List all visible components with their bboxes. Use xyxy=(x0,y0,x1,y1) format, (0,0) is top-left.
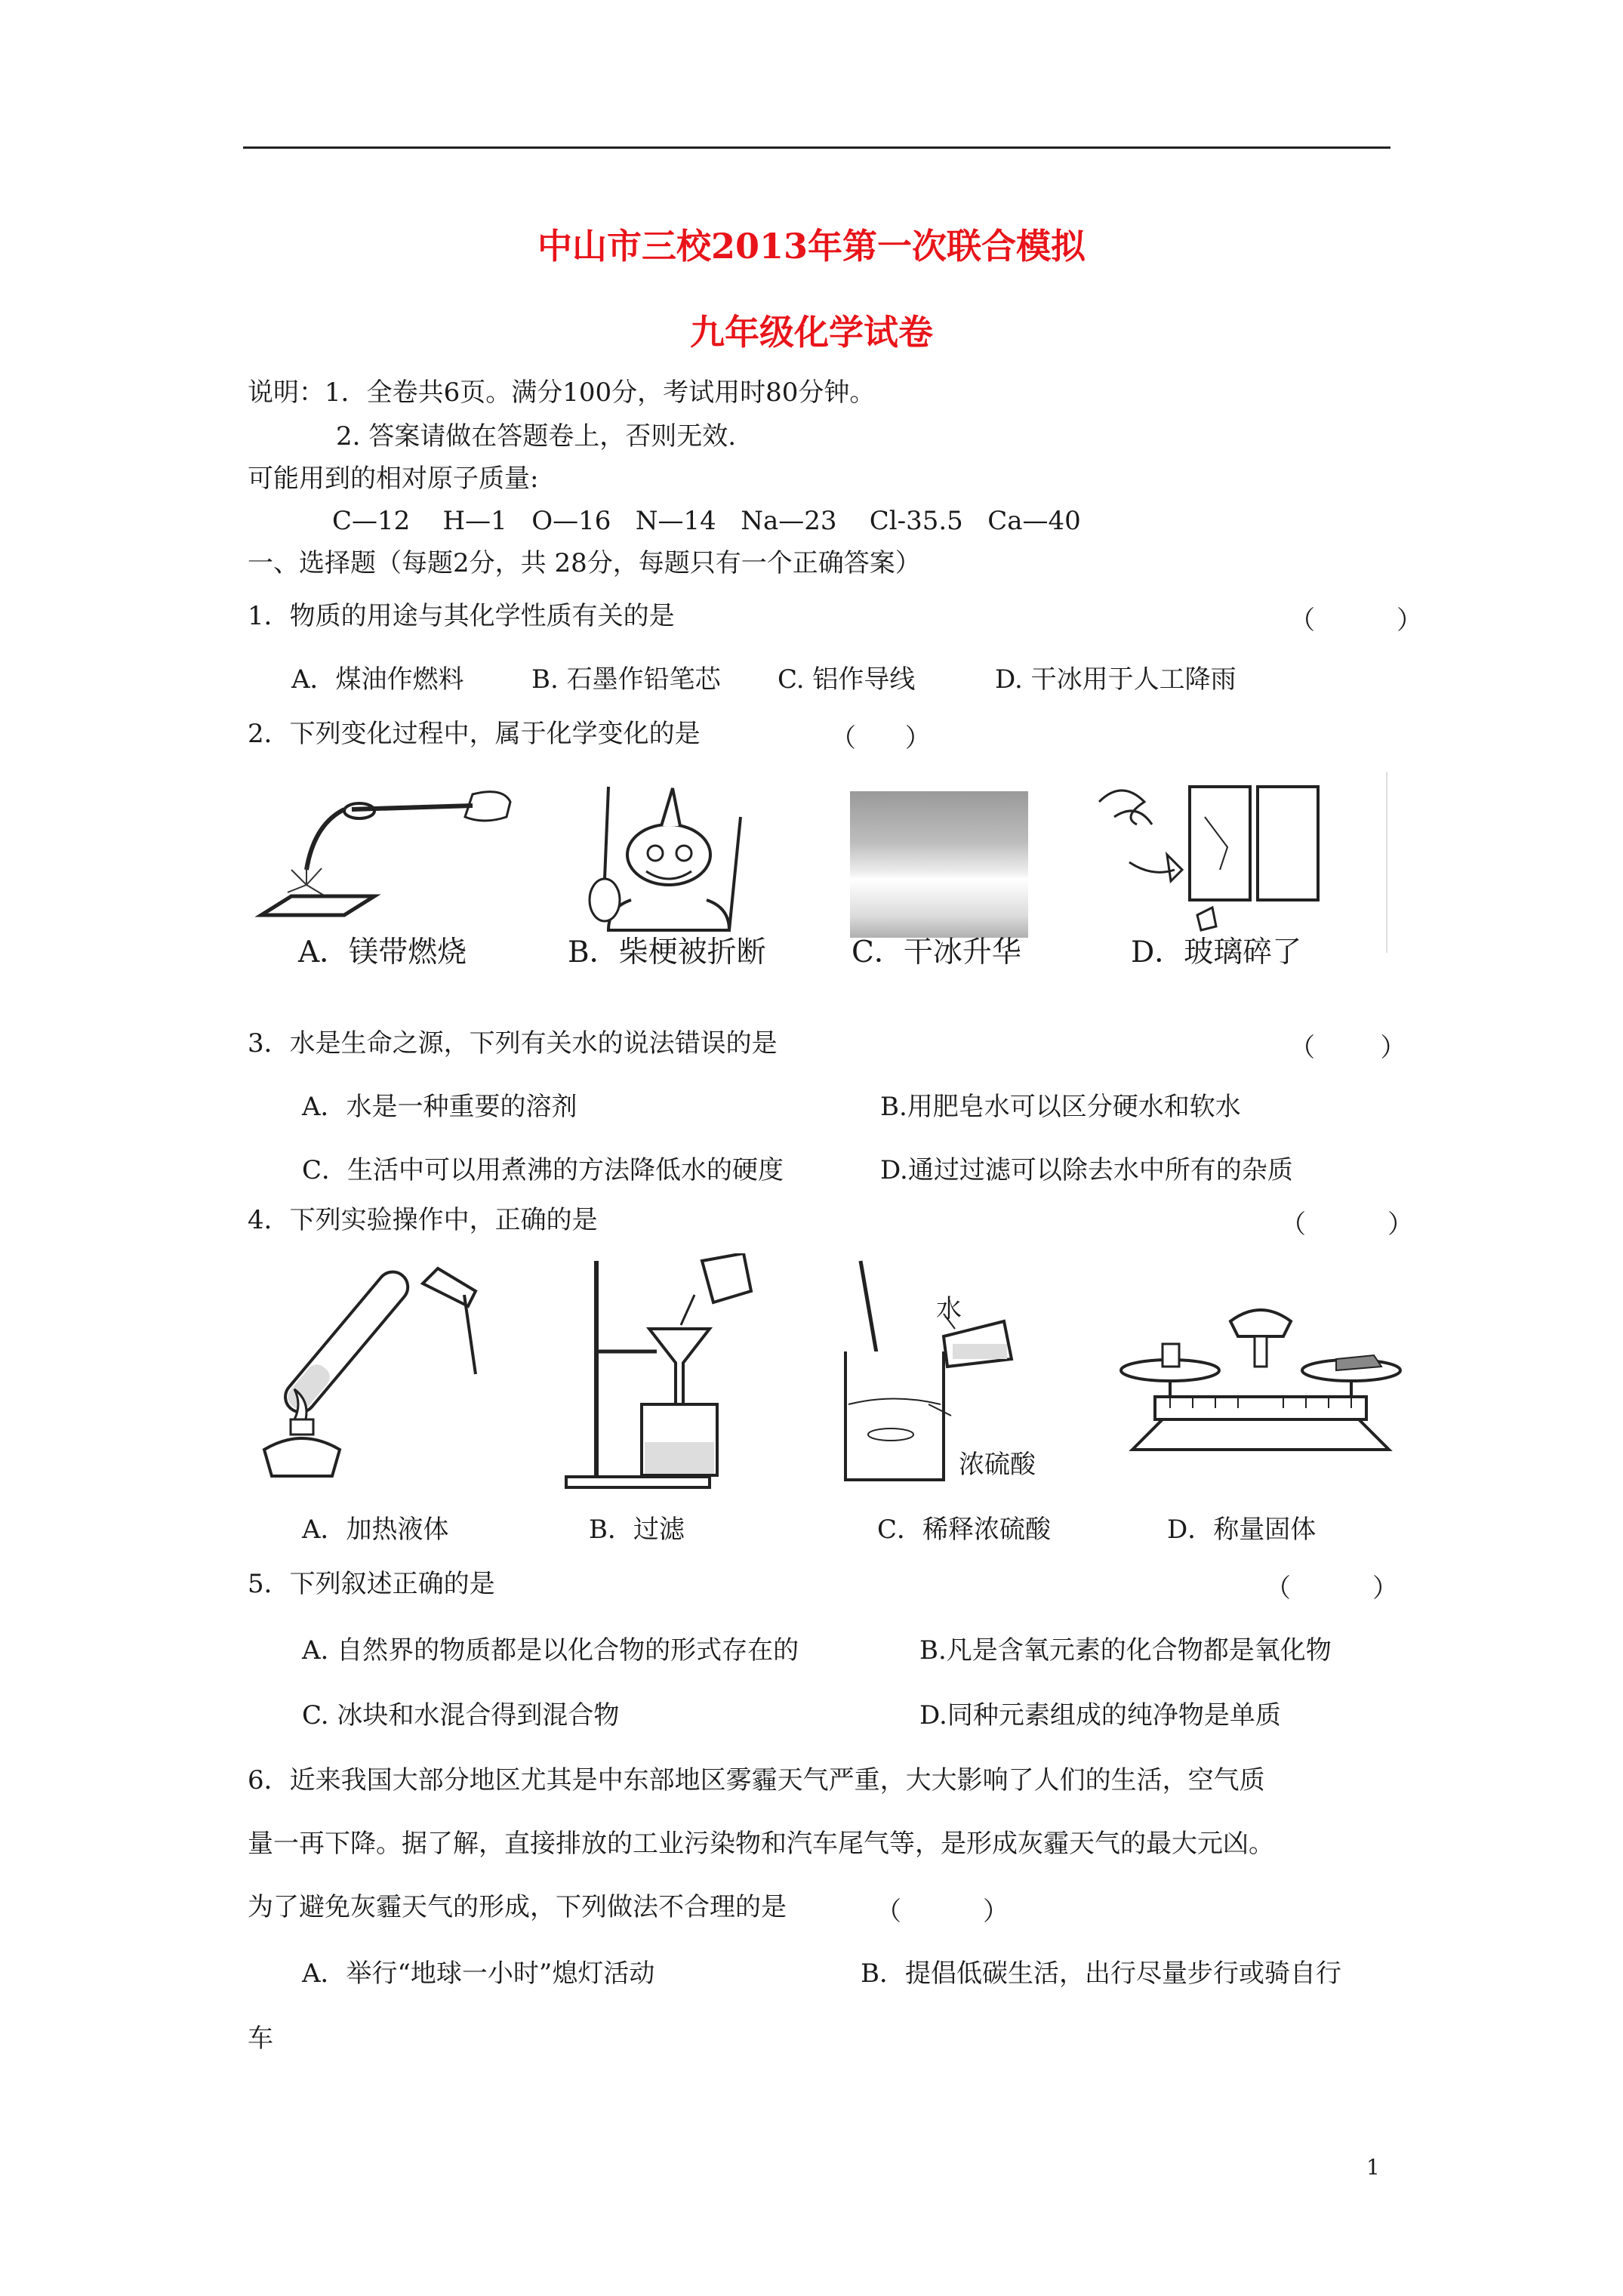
q3-option-c: C．生活中可以用煮沸的方法降低水的硬度 xyxy=(302,1155,784,1185)
exam-title: 中山市三校2013年第一次联合模拟 xyxy=(537,226,1086,267)
q6-stem-line-3: 为了避免灰霾天气的形成，下列做法不合理的是 xyxy=(248,1892,787,1922)
matchstick-cartoon-image xyxy=(571,772,767,945)
q1-option-b: B. 石墨作铅笔芯 xyxy=(531,664,721,695)
q5-stem: 5．下列叙述正确的是 xyxy=(248,1569,495,1599)
q5-option-d: D.同种元素组成的纯净物是单质 xyxy=(919,1700,1281,1730)
q6-option-b-wrap: 车 xyxy=(248,2023,273,2054)
q4-option-b: B．过滤 xyxy=(589,1515,685,1545)
q4-answer-paren: （ ） xyxy=(1280,1210,1414,1240)
label-concentrated-acid: 浓硫酸 xyxy=(959,1450,1036,1480)
q2-answer-paren: （ ） xyxy=(830,723,931,754)
q3-answer-paren: （ ） xyxy=(1289,1033,1406,1063)
q6-stem-line-1: 6．近来我国大部分地区尤其是中东部地区雾霾天气严重，大大影响了人们的生活，空气质 xyxy=(248,1765,1265,1795)
page-number: 1 xyxy=(1366,2155,1380,2180)
q6-option-a: A．举行“地球一小时”熄灯活动 xyxy=(302,1959,655,1989)
note-line-1: 说明：1．全卷共6页。满分100分，考试用时80分钟。 xyxy=(248,378,876,408)
note-line-2: 2. 答案请做在答题卷上，否则无效. xyxy=(336,421,737,451)
q1-option-d: D. 干冰用于人工降雨 xyxy=(995,664,1236,695)
q1-answer-paren: （ ） xyxy=(1289,606,1423,636)
label-water: 水 xyxy=(936,1294,962,1324)
atomic-mass-label: 可能用到的相对原子质量: xyxy=(248,464,539,494)
q6-option-b: B．提倡低碳生活，出行尽量步行或骑自行 xyxy=(861,1959,1341,1989)
heating-liquid-image xyxy=(249,1253,498,1495)
q4-option-c: C．稀释浓硫酸 xyxy=(877,1515,1052,1545)
atomic-mass-list: C—12 H—1 O—16 N—14 Na—23 Cl-35.5 Ca—40 xyxy=(332,506,1081,536)
q2-option-a: A．镁带燃烧 xyxy=(298,935,467,969)
magnesium-burning-image xyxy=(246,772,518,945)
q5-option-b: B.凡是含氧元素的化合物都是氧化物 xyxy=(919,1635,1332,1666)
q1-stem: 1．物质的用途与其化学性质有关的是 xyxy=(248,601,675,631)
dry-ice-photo xyxy=(850,791,1028,938)
filtration-image xyxy=(551,1253,778,1495)
q1-option-a: A．煤油作燃料 xyxy=(291,664,464,695)
q2-stem: 2．下列变化过程中，属于化学变化的是 xyxy=(248,719,701,749)
section-heading: 一、选择题（每题2分，共 28分，每题只有一个正确答案） xyxy=(248,548,921,578)
q6-answer-paren: （ ） xyxy=(876,1897,1009,1927)
q2-option-c: C．干冰升华 xyxy=(852,935,1021,969)
header-rule xyxy=(243,146,1390,149)
q5-option-c: C. 冰块和水混合得到混合物 xyxy=(302,1700,620,1730)
q2-option-d: D．玻璃碎了 xyxy=(1131,935,1302,969)
q1-option-c: C. 铝作导线 xyxy=(778,664,916,695)
q3-option-d: D.通过过滤可以除去水中所有的杂质 xyxy=(880,1155,1293,1185)
q3-option-b: B.用肥皂水可以区分硬水和软水 xyxy=(880,1092,1241,1122)
q2-figure-panel xyxy=(246,772,1387,953)
glass-breaking-image xyxy=(1069,772,1371,945)
q3-stem: 3．水是生命之源，下列有关水的说法错误的是 xyxy=(248,1028,778,1059)
q6-stem-line-2: 量一再下降。据了解，直接排放的工业污染物和汽车尾气等，是形成灰霾天气的最大元凶。 xyxy=(248,1829,1274,1859)
balance-image xyxy=(1117,1299,1404,1480)
q2-option-b: B．柴梗被折断 xyxy=(568,935,766,969)
q3-option-a: A．水是一种重要的溶剂 xyxy=(302,1092,577,1122)
q4-option-a: A．加热液体 xyxy=(302,1515,449,1545)
q5-answer-paren: （ ） xyxy=(1265,1573,1399,1604)
q5-option-a: A. 自然界的物质都是以化合物的形式存在的 xyxy=(302,1635,799,1666)
q4-stem: 4．下列实验操作中，正确的是 xyxy=(248,1205,598,1235)
exam-subtitle: 九年级化学试卷 xyxy=(690,312,933,353)
q4-option-d: D．称量固体 xyxy=(1167,1515,1317,1545)
